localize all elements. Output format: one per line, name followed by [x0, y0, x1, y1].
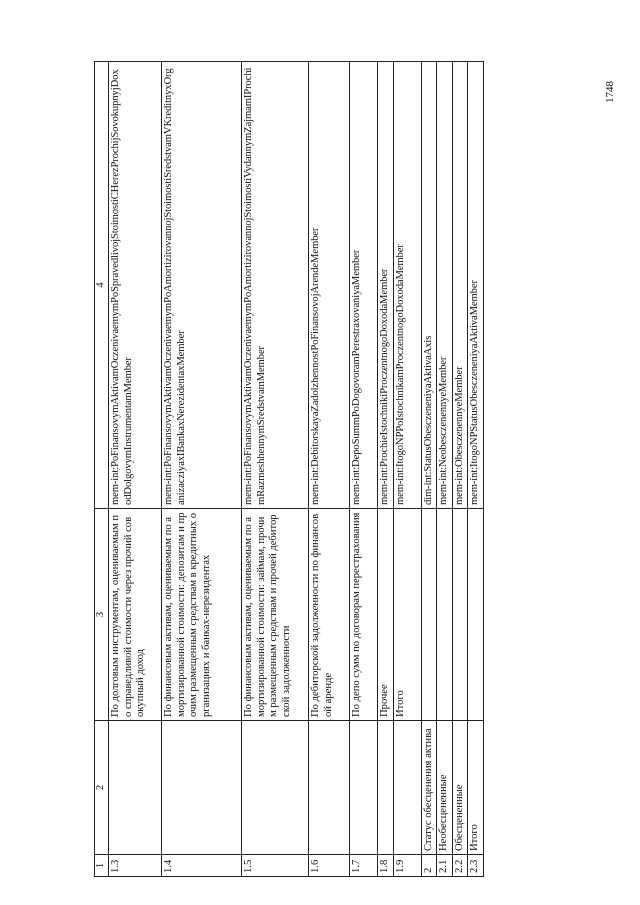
- category-cell: [162, 721, 242, 855]
- description-cell: [468, 509, 484, 721]
- code-cell: mem-int:ItogoNPPoIstochnikamProczentnogoDoxodaMember: [393, 62, 421, 509]
- table-row: [162, 62, 242, 877]
- table-row: [437, 62, 453, 877]
- row-number-cell: 2: [421, 855, 437, 877]
- row-number-cell: 1.7: [350, 855, 378, 877]
- description-cell: По депо сумм по договорам перестрахования: [350, 509, 378, 721]
- table-row: [350, 62, 378, 877]
- code-cell: mem-int:ObesczenennyeMember: [452, 62, 468, 509]
- code-cell: dim-int:StatusObesczeneniyaAktivaAxis: [421, 62, 437, 509]
- row-number-cell: 2.3: [468, 855, 484, 877]
- description-cell: По долговым инструментам, оцениваемым по справедливой стоимости через прочий совокупный доход: [109, 509, 162, 721]
- description-cell: По финансовым активам, оцениваемым по амортизированной стоимости: депозитам и прочим размещенным средствам в кредитных организациях и банках-нерезидентах: [162, 509, 242, 721]
- category-cell: [350, 721, 378, 855]
- row-number-cell: 1.5: [242, 855, 309, 877]
- row-number-cell: 1.6: [309, 855, 350, 877]
- description-cell: По дебиторской задолженности по финансовой аренде: [309, 509, 350, 721]
- category-cell: Статус обесценения актива: [421, 721, 437, 855]
- description-cell: [437, 509, 453, 721]
- code-cell: mem-int:NeobesczenennyeMember: [437, 62, 453, 509]
- code-cell: mem-int:PoFinansovymAktivamOczenivaemymPoAmortizirovannojStoimostiSredstvamVKreditnyxOrganizacziyaxIBankaxNerezidentaxMember: [162, 62, 242, 509]
- table-row: [468, 62, 484, 877]
- category-cell: [309, 721, 350, 855]
- category-cell: [109, 721, 162, 855]
- table-row: [109, 62, 162, 877]
- description-cell: [452, 509, 468, 721]
- table-row: [452, 62, 468, 877]
- description-cell: По финансовым активам, оцениваемым по амортизированной стоимости: займам, прочим размещенным средствам и прочей дебиторской задолженности: [242, 509, 309, 721]
- table-row: [242, 62, 309, 877]
- row-number-cell: 1.9: [393, 855, 421, 877]
- description-cell: Прочее: [378, 509, 394, 721]
- row-number-cell: 1.3: [109, 855, 162, 877]
- table-row: [393, 62, 421, 877]
- code-cell: mem-int:ProchieIstochnikiProczentnogoDoxodaMember: [378, 62, 394, 509]
- header-cell: 1: [95, 855, 109, 877]
- category-cell: [242, 721, 309, 855]
- table-row: [378, 62, 394, 877]
- header-cell: 4: [95, 62, 109, 509]
- category-cell: [393, 721, 421, 855]
- page-number: 1748: [604, 81, 616, 103]
- category-cell: Обесцененные: [452, 721, 468, 855]
- header-cell: 2: [95, 721, 109, 855]
- code-cell: mem-int:PoFinansovymAktivamOczenivaemymPoAmortizirovannojStoimostiVydannymZajmamIProchimRazmeshhennymSredstvamMember: [242, 62, 309, 509]
- header-cell: 3: [95, 509, 109, 721]
- category-cell: Итого: [468, 721, 484, 855]
- taxonomy-table: [94, 61, 484, 877]
- row-number-cell: 2.2: [452, 855, 468, 877]
- description-cell: [421, 509, 437, 721]
- table-row: [421, 62, 437, 877]
- table-row: [309, 62, 350, 877]
- row-number-cell: 1.8: [378, 855, 394, 877]
- header-row: [95, 62, 109, 877]
- category-cell: [378, 721, 394, 855]
- code-cell: mem-int:DebitorskayaZadolzhennostPoFinansovojArendeMember: [309, 62, 350, 509]
- row-number-cell: 1.4: [162, 855, 242, 877]
- description-cell: Итого: [393, 509, 421, 721]
- code-cell: mem-int:PoFinansovymAktivamOczenivaemymPoSpravedlivojStoimostiCHerezProchijSovokupnyjDoxodDolgovymInstrumentamMember: [109, 62, 162, 509]
- row-number-cell: 2.1: [437, 855, 453, 877]
- code-cell: mem-int:DepoSummPoDogovoramPerestraxovaniyaMember: [350, 62, 378, 509]
- code-cell: mem-int:ItogoNPStatusObesczeneniyaAktivaMember: [468, 62, 484, 509]
- category-cell: Необесцененные: [437, 721, 453, 855]
- rotated-table-container: [94, 62, 488, 877]
